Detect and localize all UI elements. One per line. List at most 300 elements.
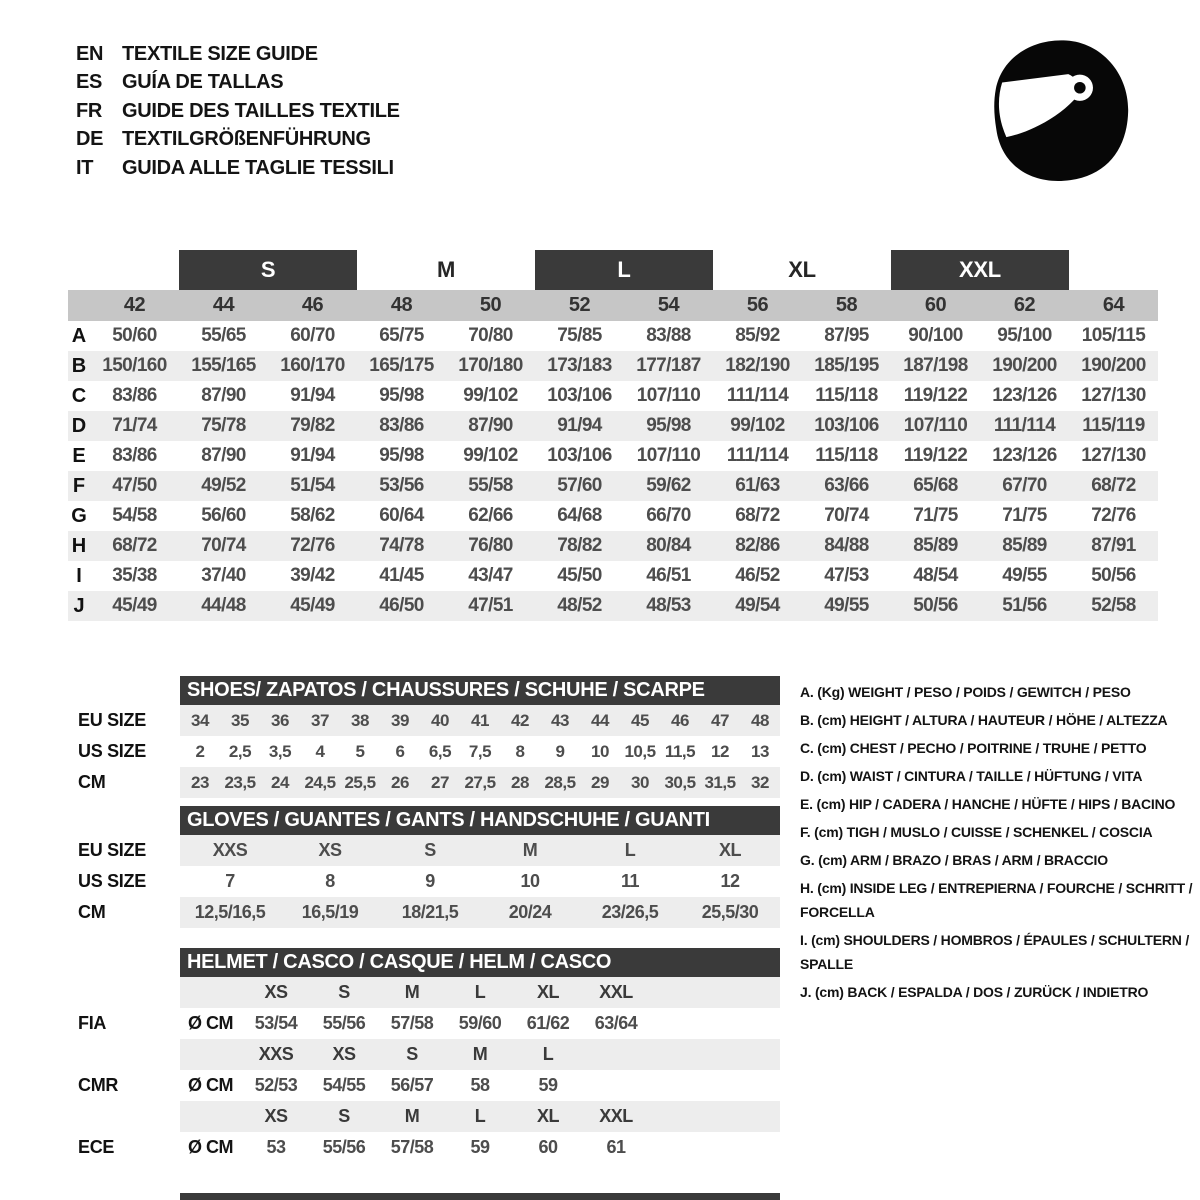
size-value: 57/60: [557, 475, 602, 496]
size-value: 39: [391, 710, 409, 730]
language-title: TEXTILGRÖßENFÜHRUNG: [122, 128, 371, 151]
size-value: 115/118: [815, 445, 878, 466]
size-value: 66/70: [646, 505, 691, 526]
size-value: 48/53: [646, 595, 691, 616]
helmet-size: L: [474, 982, 486, 1002]
size-value: 25,5: [344, 772, 376, 792]
size-value: 18/21,5: [401, 902, 459, 922]
size-value: 190/200: [992, 355, 1057, 376]
size-value: 2: [195, 741, 205, 761]
size-value: 60: [538, 1137, 558, 1157]
size-row: [68, 705, 780, 736]
size-value: 76/80: [468, 535, 513, 556]
numeric-size: 52: [568, 294, 591, 316]
row-band: [180, 767, 780, 798]
size-value: 20/24: [508, 902, 552, 922]
size-value: 82/86: [735, 535, 780, 556]
size-value: 28: [511, 772, 529, 792]
language-code: ES: [76, 71, 103, 94]
size-value: 46/51: [646, 565, 691, 586]
size-group-row: [68, 250, 1158, 290]
size-value: 99/102: [730, 415, 785, 436]
size-value: 83/86: [112, 385, 157, 406]
helmet-size: M: [404, 982, 420, 1002]
size-value: 28,5: [544, 772, 576, 792]
cropped-section-bar: [180, 1193, 780, 1200]
size-value: 10,5: [624, 741, 656, 761]
size-value: 55/65: [201, 325, 246, 346]
size-value: 57/58: [390, 1013, 434, 1033]
size-value: 7: [225, 871, 235, 891]
size-value: 35: [231, 710, 249, 730]
size-value: 6: [395, 741, 405, 761]
row-label: EU SIZE: [78, 840, 146, 860]
measurement-row-c: [68, 381, 1158, 411]
size-value: 107/110: [636, 445, 701, 466]
size-value: 27: [431, 772, 449, 792]
size-value: 78/82: [557, 535, 602, 556]
size-value: 59: [538, 1075, 558, 1095]
row-letter: J: [73, 594, 85, 617]
gloves-title-bar: GLOVES / GUANTES / GANTS / HANDSCHUHE / GUANTI: [180, 806, 780, 835]
row-letter: G: [71, 504, 87, 527]
size-value: 49/55: [1002, 565, 1047, 586]
numeric-size: 60: [924, 294, 947, 316]
size-value: 30: [631, 772, 649, 792]
size-value: 95/98: [379, 445, 424, 466]
size-value: 119/122: [903, 445, 968, 466]
numeric-size: 64: [1102, 294, 1125, 316]
unit-cell: [180, 977, 242, 1008]
row-label: [68, 1039, 180, 1070]
size-value: 13: [751, 741, 769, 761]
size-value: 63/64: [594, 1013, 638, 1033]
size-value: 50/56: [913, 595, 958, 616]
size-value: 30,5: [664, 772, 696, 792]
legend-item: H. (cm) INSIDE LEG / ENTREPIERNA / FOURCHE / SCHRITT / FORCELLA: [800, 880, 1193, 920]
language-row: [76, 154, 400, 183]
size-value: 44/48: [201, 595, 246, 616]
numeric-size-row: [68, 290, 1158, 321]
size-value: 34: [191, 710, 209, 730]
row-band: [180, 977, 780, 1008]
size-value: M: [522, 840, 538, 860]
size-value: 103/106: [814, 415, 879, 436]
size-value: 39/42: [290, 565, 335, 586]
size-group-s: S: [179, 250, 357, 290]
size-value: 25,5/30: [701, 902, 759, 922]
helmet-size: S: [338, 1106, 350, 1126]
size-value: 63/66: [824, 475, 869, 496]
size-value: 99/102: [463, 385, 518, 406]
size-value: 60/70: [290, 325, 335, 346]
size-value: 53/54: [254, 1013, 298, 1033]
size-value: 45/49: [112, 595, 157, 616]
size-value: 12,5/16,5: [194, 902, 266, 922]
language-row: [76, 97, 400, 126]
size-value: 41/45: [379, 565, 424, 586]
measurement-row-e: [68, 441, 1158, 471]
size-row: [68, 767, 780, 798]
size-value: 190/200: [1081, 355, 1146, 376]
size-value: 115/119: [1082, 415, 1145, 436]
numeric-size: 42: [123, 294, 146, 316]
size-value: 107/110: [903, 415, 968, 436]
size-value: 9: [555, 741, 565, 761]
helmet-size: L: [542, 1044, 554, 1064]
size-value: 31,5: [704, 772, 736, 792]
size-value: 46: [671, 710, 689, 730]
size-value: 8: [515, 741, 525, 761]
helmet-title-bar: HELMET / CASCO / CASQUE / HELM / CASCO: [180, 948, 780, 977]
size-value: 29: [591, 772, 609, 792]
size-value: 16,5/19: [301, 902, 359, 922]
legend-item: E. (cm) HIP / CADERA / HANCHE / HÜFTE / HIPS / BACINO: [800, 796, 1176, 812]
size-value: 51/56: [1002, 595, 1047, 616]
size-value: 44: [591, 710, 609, 730]
size-value: 119/122: [903, 385, 968, 406]
size-value: 107/110: [636, 385, 701, 406]
size-value: 45/49: [290, 595, 335, 616]
diameter-unit-cell: Ø CM: [188, 1075, 233, 1095]
size-value: 68/72: [112, 535, 157, 556]
row-band: [180, 835, 780, 866]
helmet-size: L: [474, 1106, 486, 1126]
size-value: 49/55: [824, 595, 869, 616]
size-group-m: M: [436, 257, 456, 282]
row-label: EU SIZE: [78, 710, 146, 730]
size-value: 55/56: [322, 1137, 366, 1157]
helmet-size: XS: [264, 982, 288, 1002]
size-value: 87/95: [824, 325, 869, 346]
size-value: 80/84: [646, 535, 691, 556]
legend-item: B. (cm) HEIGHT / ALTURA / HAUTEUR / HÖHE / ALTEZZA: [800, 712, 1168, 728]
size-row: [68, 835, 780, 866]
row-letter: F: [72, 474, 86, 497]
size-value: 87/90: [468, 415, 513, 436]
size-value: 61: [606, 1137, 626, 1157]
legend: [800, 680, 1198, 1008]
size-value: 47: [711, 710, 729, 730]
size-value: 48/54: [913, 565, 958, 586]
size-value: 3,5: [268, 741, 292, 761]
size-value: 85/92: [735, 325, 780, 346]
size-value: 56/57: [390, 1075, 434, 1095]
row-band: [180, 866, 780, 897]
standard-label: ECE: [78, 1137, 115, 1157]
size-value: 68/72: [1091, 475, 1136, 496]
shoes-section: [68, 676, 780, 798]
size-value: 177/187: [636, 355, 701, 376]
size-value: 185/195: [814, 355, 879, 376]
helmet-rows: [68, 977, 780, 1163]
size-value: 35/38: [112, 565, 157, 586]
measurement-row-j: [68, 591, 1158, 621]
size-value: 9: [425, 871, 435, 891]
size-value: 71/75: [913, 505, 958, 526]
size-value: [582, 1070, 650, 1101]
helmet-size-header-row: [68, 977, 780, 1008]
size-value: 10: [520, 871, 540, 891]
size-value: 70/80: [468, 325, 513, 346]
row-band: [180, 1008, 780, 1039]
size-value: XL: [718, 840, 741, 860]
helmet-size: XS: [332, 1044, 356, 1064]
standard-label: CMR: [78, 1075, 119, 1095]
size-value: 6,5: [428, 741, 452, 761]
size-value: 71/75: [1002, 505, 1047, 526]
size-value: 11: [620, 871, 640, 891]
size-value: 4: [315, 741, 325, 761]
size-value: 52/53: [254, 1075, 298, 1095]
numeric-size: 50: [479, 294, 502, 316]
size-value: 75/85: [557, 325, 602, 346]
helmet-value-row-cmr: [68, 1070, 780, 1101]
apparel-table-body: [68, 321, 1158, 621]
row-letter: D: [71, 414, 87, 437]
numeric-size: 62: [1013, 294, 1036, 316]
row-band: [180, 1101, 780, 1132]
row-letter: B: [71, 354, 87, 377]
size-value: 42: [511, 710, 529, 730]
size-value: 53/56: [379, 475, 424, 496]
legend-item: F. (cm) TIGH / MUSLO / CUISSE / SCHENKEL / COSCIA: [800, 824, 1153, 840]
size-value: L: [624, 840, 636, 860]
gloves-rows: [68, 835, 780, 928]
size-value: 170/180: [458, 355, 523, 376]
size-value: 64/68: [557, 505, 602, 526]
size-value: 40: [431, 710, 449, 730]
size-value: 123/126: [992, 445, 1057, 466]
size-value: 61/62: [526, 1013, 570, 1033]
helmet-size: S: [406, 1044, 418, 1064]
measurement-row-d: [68, 411, 1158, 441]
language-code: DE: [76, 128, 104, 151]
helmet-value-row-ece: [68, 1132, 780, 1163]
size-value: 49/54: [735, 595, 780, 616]
size-value: 65/68: [913, 475, 958, 496]
legend-item: I. (cm) SHOULDERS / HOMBROS / ÉPAULES / SCHULTERN / SPALLE: [800, 932, 1190, 972]
size-value: 46/50: [379, 595, 424, 616]
size-value: 50/60: [112, 325, 157, 346]
size-value: 26: [391, 772, 409, 792]
size-value: 85/89: [913, 535, 958, 556]
helmet-size-header-row: [68, 1101, 780, 1132]
size-row: [68, 736, 780, 767]
measurement-row-i: [68, 561, 1158, 591]
size-value: 45/50: [557, 565, 602, 586]
size-value: 115/118: [815, 385, 878, 406]
row-band: [180, 1070, 780, 1101]
size-value: 32: [751, 772, 769, 792]
racing-helmet-icon: [978, 30, 1146, 198]
row-label: CM: [78, 772, 106, 792]
helmet-size: [582, 1039, 650, 1070]
size-value: 58: [470, 1075, 490, 1095]
size-value: 79/82: [290, 415, 335, 436]
size-value: 75/78: [201, 415, 246, 436]
size-value: 59/60: [458, 1013, 502, 1033]
size-value: 91/94: [290, 445, 335, 466]
size-value: 59: [470, 1137, 490, 1157]
row-letter: C: [71, 384, 87, 407]
size-value: 52/58: [1091, 595, 1136, 616]
size-value: 90/100: [908, 325, 963, 346]
size-value: 103/106: [547, 385, 612, 406]
legend-item: G. (cm) ARM / BRAZO / BRAS / ARM / BRACCIO: [800, 852, 1108, 868]
size-value: 70/74: [201, 535, 246, 556]
row-letter: A: [71, 324, 87, 347]
size-value: 91/94: [557, 415, 602, 436]
size-value: 61/63: [735, 475, 780, 496]
legend-item: A. (Kg) WEIGHT / PESO / POIDS / GEWITCH / PESO: [800, 684, 1131, 700]
row-band: [180, 705, 780, 736]
language-row: [76, 69, 400, 98]
corner-cell: [68, 290, 90, 321]
measurement-row-g: [68, 501, 1158, 531]
size-value: 37/40: [201, 565, 246, 586]
numeric-size: 56: [746, 294, 769, 316]
measurement-row-a: [68, 321, 1158, 351]
size-value: 38: [351, 710, 369, 730]
row-letter: H: [71, 534, 87, 557]
size-value: 127/130: [1081, 385, 1146, 406]
language-header: [76, 40, 400, 183]
size-value: 55/58: [468, 475, 513, 496]
size-row: [68, 897, 780, 928]
unit-cell: [180, 1101, 242, 1132]
size-value: 127/130: [1081, 445, 1146, 466]
measurement-row-h: [68, 531, 1158, 561]
shoes-rows: [68, 705, 780, 798]
size-value: 23/26,5: [601, 902, 659, 922]
size-value: 48: [751, 710, 769, 730]
size-value: 83/88: [646, 325, 691, 346]
size-value: 173/183: [547, 355, 612, 376]
size-value: 95/98: [379, 385, 424, 406]
size-value: 155/165: [191, 355, 256, 376]
size-value: 8: [325, 871, 335, 891]
size-value: 12: [711, 741, 729, 761]
row-band: [180, 1132, 780, 1163]
row-label: [68, 1101, 180, 1132]
size-value: 58/62: [290, 505, 335, 526]
diameter-unit-cell: Ø CM: [188, 1137, 233, 1157]
helmet-size: M: [472, 1044, 488, 1064]
size-value: 65/75: [379, 325, 424, 346]
size-value: 87/91: [1091, 535, 1136, 556]
size-value: 47/51: [468, 595, 513, 616]
size-value: 54/55: [322, 1075, 366, 1095]
shoes-title-bar: SHOES/ ZAPATOS / CHAUSSURES / SCHUHE / SCARPE: [180, 676, 780, 705]
language-code: IT: [76, 156, 94, 179]
helmet-section: [68, 948, 780, 1163]
size-value: 2,5: [228, 741, 252, 761]
helmet-size: XXL: [599, 982, 633, 1002]
row-label: [68, 977, 180, 1008]
helmet-size: XXS: [258, 1044, 294, 1064]
size-value: 47/53: [824, 565, 869, 586]
size-value: 47/50: [112, 475, 157, 496]
size-value: 87/90: [201, 385, 246, 406]
size-value: 182/190: [725, 355, 790, 376]
size-value: 43: [551, 710, 569, 730]
numeric-size: 48: [390, 294, 413, 316]
helmet-size: XXL: [599, 1106, 633, 1126]
size-value: 45: [631, 710, 649, 730]
size-value: 111/114: [726, 445, 789, 466]
size-value: 84/88: [824, 535, 869, 556]
language-row: [76, 40, 400, 69]
size-value: S: [424, 840, 436, 860]
size-value: 11,5: [664, 741, 696, 761]
helmet-size: XL: [536, 982, 559, 1002]
size-value: 24,5: [304, 772, 336, 792]
size-value: 67/70: [1002, 475, 1047, 496]
apparel-size-table: [68, 250, 1158, 621]
language-title: TEXTILE SIZE GUIDE: [122, 42, 318, 65]
row-band: [180, 736, 780, 767]
size-value: 160/170: [280, 355, 345, 376]
gloves-section: [68, 806, 780, 928]
size-group-xl: XL: [788, 257, 816, 282]
size-value: 187/198: [903, 355, 968, 376]
size-value: 105/115: [1081, 325, 1146, 346]
row-letter: E: [72, 444, 86, 467]
row-label: US SIZE: [78, 741, 146, 761]
size-value: 99/102: [463, 445, 518, 466]
row-band: [180, 897, 780, 928]
size-value: 72/76: [1091, 505, 1136, 526]
helmet-value-row-fia: [68, 1008, 780, 1039]
language-title: GUIDA ALLE TAGLIE TESSILI: [122, 156, 394, 179]
standard-label: FIA: [78, 1013, 107, 1033]
size-value: 83/86: [379, 415, 424, 436]
size-value: XS: [318, 840, 342, 860]
size-value: 72/76: [290, 535, 335, 556]
size-value: 111/114: [993, 415, 1056, 436]
diameter-unit-cell: Ø CM: [188, 1013, 233, 1033]
size-value: 24: [271, 772, 289, 792]
measurement-row-b: [68, 351, 1158, 381]
size-value: 95/98: [646, 415, 691, 436]
language-code: EN: [76, 42, 104, 65]
size-value: 59/62: [646, 475, 691, 496]
numeric-size: 58: [835, 294, 858, 316]
size-value: 5: [355, 741, 365, 761]
numeric-size: 44: [212, 294, 235, 316]
size-value: 60/64: [379, 505, 424, 526]
size-value: 54/58: [112, 505, 157, 526]
helmet-size: S: [338, 982, 350, 1002]
language-title: GUIDE DES TAILLES TEXTILE: [122, 99, 400, 122]
numeric-size: 46: [301, 294, 324, 316]
helmet-size-header-row: [68, 1039, 780, 1070]
size-value: 111/114: [726, 385, 789, 406]
size-value: 23: [191, 772, 209, 792]
legend-item: C. (cm) CHEST / PECHO / POITRINE / TRUHE / PETTO: [800, 740, 1147, 756]
size-value: 41: [471, 710, 489, 730]
numeric-size: 54: [657, 294, 680, 316]
legend-item: J. (cm) BACK / ESPALDA / DOS / ZURÜCK / INDIETRO: [800, 984, 1149, 1000]
row-letter: I: [76, 564, 82, 587]
size-value: 48/52: [557, 595, 602, 616]
size-value: 10: [591, 741, 609, 761]
size-value: 87/90: [201, 445, 246, 466]
size-value: 37: [311, 710, 329, 730]
language-row: [76, 126, 400, 155]
size-value: 56/60: [201, 505, 246, 526]
